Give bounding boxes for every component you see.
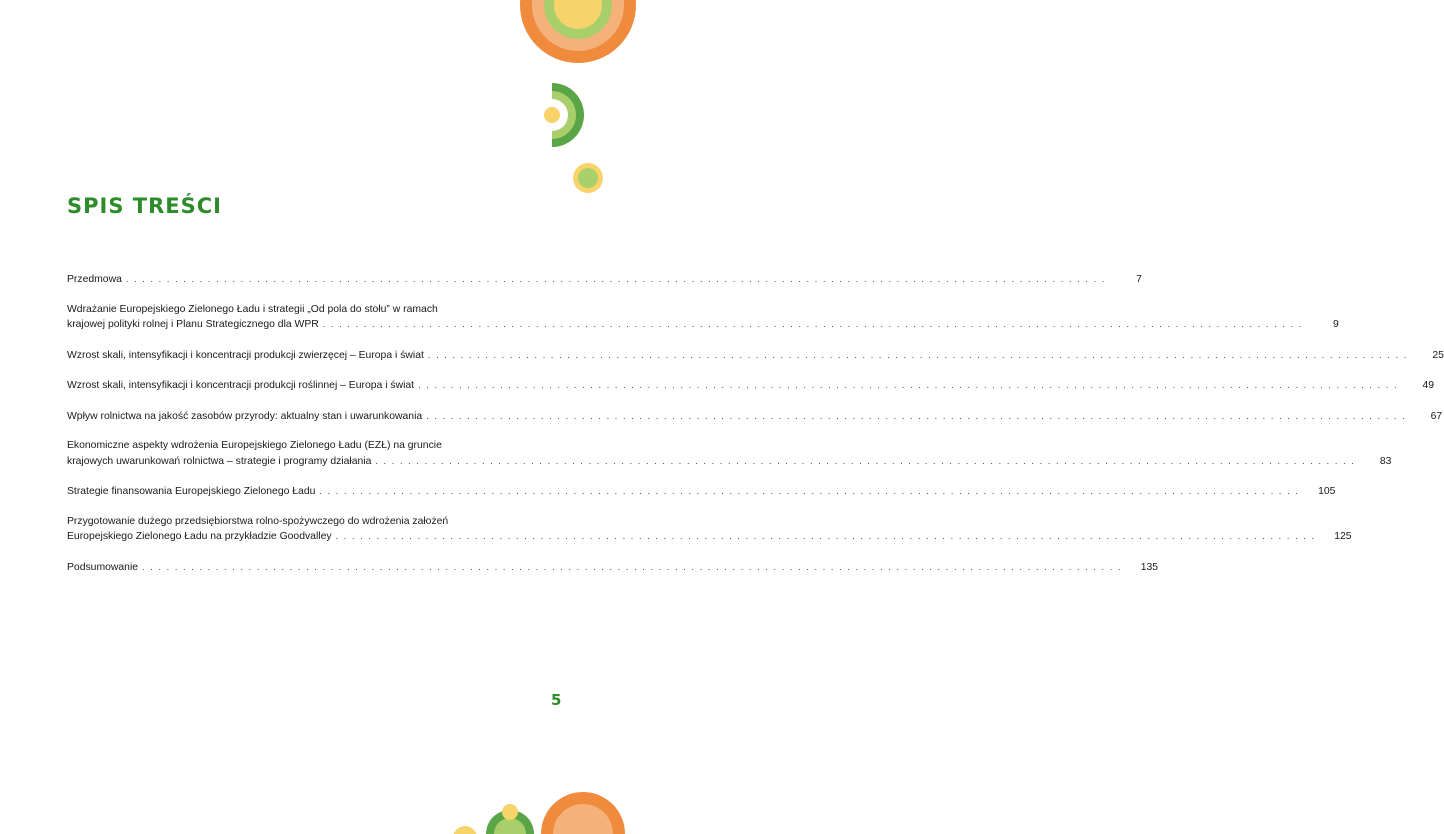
small-edge-circle: [573, 163, 603, 193]
toc-entry-page: 135: [1140, 561, 1159, 573]
toc-entry[interactable]: [67, 484, 1336, 500]
toc-entry-title: [67, 348, 1412, 364]
toc-entry-title-line: Podsumowanie: [67, 561, 139, 573]
toc-entry-title-line: Wzrost skali, intensyfikacji i koncentracji produkcji zwierzęcej – Europa i świat: [67, 349, 424, 361]
toc-entry[interactable]: [67, 303, 1339, 333]
toc-entry[interactable]: [67, 515, 1352, 545]
toc-entry-title: [67, 409, 1410, 425]
dot-leader: . . . . . . . . . . . . . . . . . . . . . . . . . . . . . . . . . . . . . . . . . . . . . . . . . . . . . . . . . . . . . . . . . . . . . . . . . . . . . . . . . . . . . . . . . . . . . . . . . . . . . . . . . . . . . . . . . . . . . . . .: [125, 274, 1106, 284]
dot-leader: . . . . . . . . . . . . . . . . . . . . . . . . . . . . . . . . . . . . . . . . . . . . . . . . . . . . . . . . . . . . . . . . . . . . . . . . . . . . . . . . . . . . . . . . . . . . . . . . . . . . . . . . . . . . . . . . . . . . . . . .: [335, 531, 1316, 541]
toc-entry-page: 49: [1422, 380, 1435, 391]
toc-entry-title-line: Ekonomiczne aspekty wdrożenia Europejskiego Zielonego Ładu (EZŁ) na gruncie: [67, 440, 442, 451]
toc-entry-title-line: Europejskiego Zielonego Ładu na przykładzie Goodvalley: [67, 531, 332, 542]
toc-entry-page: 105: [1318, 486, 1336, 497]
toc-entry-page: 83: [1379, 455, 1392, 467]
dot-leader: . . . . . . . . . . . . . . . . . . . . . . . . . . . . . . . . . . . . . . . . . . . . . . . . . . . . . . . . . . . . . . . . . . . . . . . . . . . . . . . . . . . . . . . . . . . . . . . . . . . . . . . . . . . . . . . . . . . . . . . .: [375, 455, 1356, 466]
toc-entry-page: 9: [1333, 319, 1339, 330]
toc-entry-page: 125: [1334, 531, 1352, 542]
dot-leader: . . . . . . . . . . . . . . . . . . . . . . . . . . . . . . . . . . . . . . . . . . . . . . . . . . . . . . . . . . . . . . . . . . . . . . . . . . . . . . . . . . . . . . . . . . . . . . . . . . . . . . . . . . . . . . . . . . . . . . . .: [142, 561, 1123, 572]
toc-entry-page: 7: [1136, 274, 1142, 285]
toc-entry[interactable]: [67, 439, 1392, 469]
dot-leader: . . . . . . . . . . . . . . . . . . . . . . . . . . . . . . . . . . . . . . . . . . . . . . . . . . . . . . . . . . . . . . . . . . . . . . . . . . . . . . . . . . . . . . . . . . . . . . . . . . . . . . . . . . . . . . . . . . . . . . . .: [319, 486, 1300, 496]
toc-entry-title-line: krajowych uwarunkowań rolnictwa – strategie i programy działania: [67, 455, 372, 467]
toc-entry[interactable]: [67, 560, 1159, 576]
toc-entry-title: [67, 560, 1126, 576]
top-right-circle-motif: [520, 0, 636, 63]
toc-entry-title-line: Strategie finansowania Europejskiego Zielonego Ładu: [67, 486, 316, 497]
toc-entry-title: [67, 303, 1307, 333]
toc-entry-title-line: krajowej polityki rolnej i Planu Strategicznego dla WPR: [67, 319, 319, 330]
dot-leader: . . . . . . . . . . . . . . . . . . . . . . . . . . . . . . . . . . . . . . . . . . . . . . . . . . . . . . . . . . . . . . . . . . . . . . . . . . . . . . . . . . . . . . . . . . . . . . . . . . . . . . . . . . . . . . . . . . . . . . . .: [418, 380, 1399, 390]
toc-entry[interactable]: [67, 348, 1444, 364]
toc-entry-title-line: Przygotowanie dużego przedsiębiorstwa rolno-spożywczego do wdrożenia założeń: [67, 515, 449, 527]
toc-entry-title: [67, 378, 1402, 394]
toc-entry-title: [67, 515, 1320, 545]
toc-entry[interactable]: [67, 409, 1443, 425]
toc-entry[interactable]: [67, 272, 1142, 288]
table-of-contents: [67, 272, 1444, 590]
right-half-circle-motif: [544, 83, 584, 147]
toc-entry-page: 25: [1432, 349, 1444, 361]
toc-entry-title-line: Wdrażanie Europejskiego Zielonego Ładu i strategii „Od pola do stołu” w ramach: [67, 303, 438, 315]
dot-leader: . . . . . . . . . . . . . . . . . . . . . . . . . . . . . . . . . . . . . . . . . . . . . . . . . . . . . . . . . . . . . . . . . . . . . . . . . . . . . . . . . . . . . . . . . . . . . . . . . . . . . . . . . . . . . . . . . . . . . . . .: [322, 319, 1303, 329]
toc-entry-title: [67, 439, 1359, 469]
toc-entry[interactable]: [67, 378, 1435, 394]
page-number: 5: [551, 691, 562, 709]
dot-leader: . . . . . . . . . . . . . . . . . . . . . . . . . . . . . . . . . . . . . . . . . . . . . . . . . . . . . . . . . . . . . . . . . . . . . . . . . . . . . . . . . . . . . . . . . . . . . . . . . . . . . . . . . . . . . . . . . . . . . . . .: [427, 349, 1408, 360]
page-title: SPIS TREŚCI: [67, 194, 222, 218]
bottom-circle-motif: [453, 792, 625, 834]
toc-entry-title-line: Wzrost skali, intensyfikacji i koncentracji produkcji roślinnej – Europa i świat: [67, 380, 415, 391]
dot-leader: . . . . . . . . . . . . . . . . . . . . . . . . . . . . . . . . . . . . . . . . . . . . . . . . . . . . . . . . . . . . . . . . . . . . . . . . . . . . . . . . . . . . . . . . . . . . . . . . . . . . . . . . . . . . . . . . . . . . . . . .: [426, 410, 1407, 421]
toc-entry-title: [67, 272, 1110, 288]
toc-entry-title: [67, 484, 1303, 500]
toc-entry-title-line: Wpływ rolnictwa na jakość zasobów przyrody: aktualny stan i uwarunkowania: [67, 410, 423, 422]
toc-entry-page: 67: [1430, 410, 1443, 422]
toc-entry-title-line: Przedmowa: [67, 274, 122, 285]
